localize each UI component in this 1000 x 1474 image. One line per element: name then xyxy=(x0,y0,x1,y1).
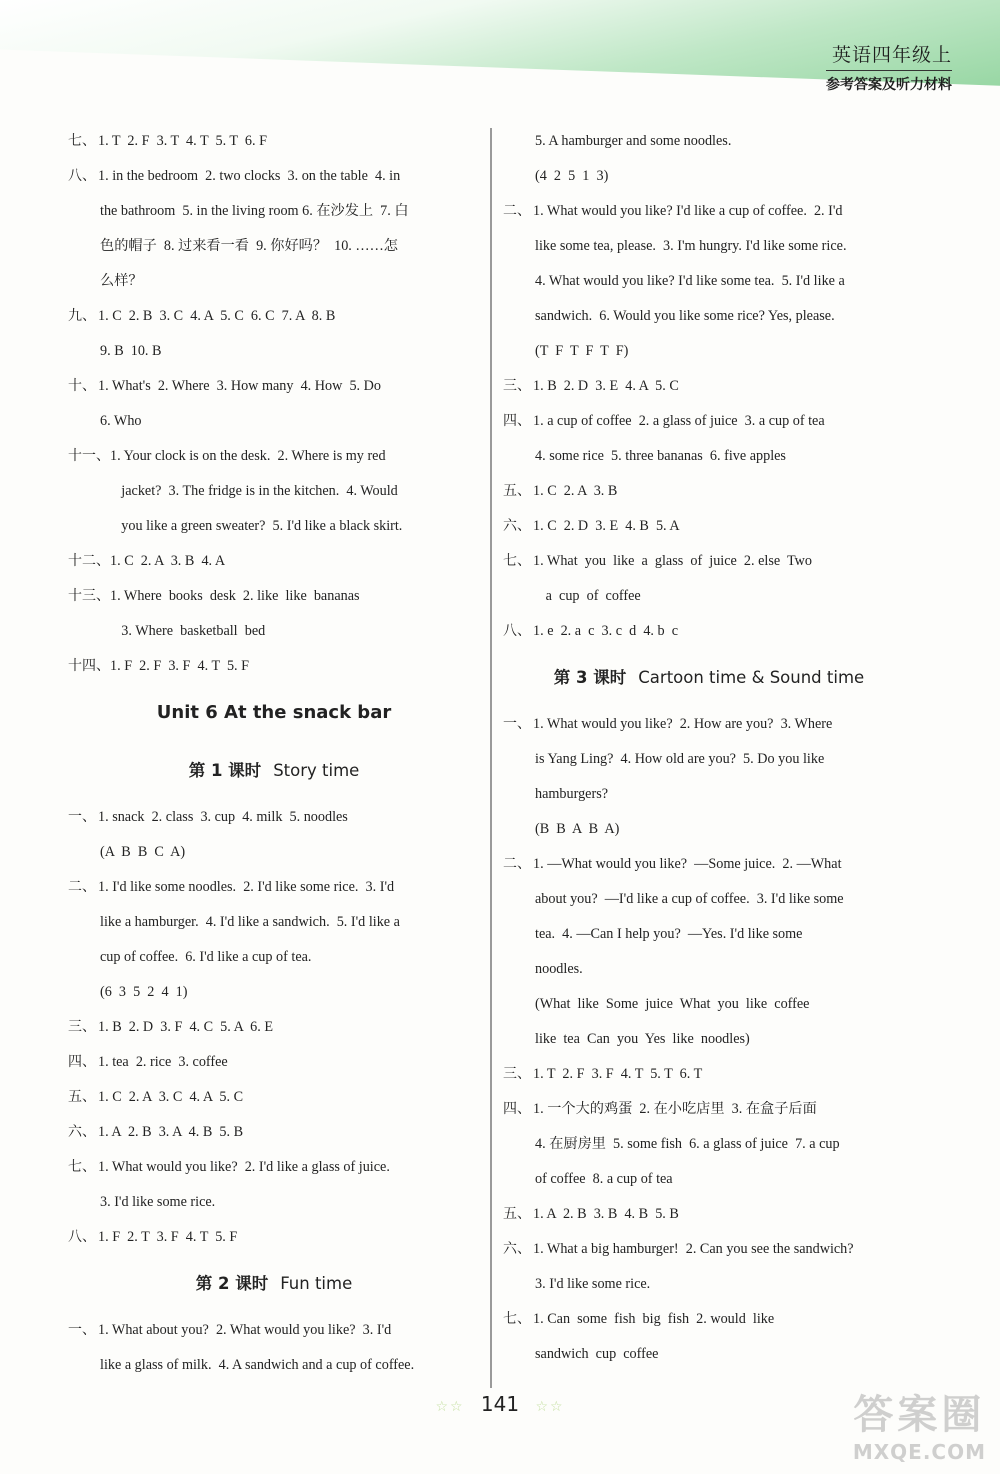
question-number: 十一、 xyxy=(68,448,110,464)
answer-line xyxy=(68,404,480,439)
answer-text: 色的帽子 8. 过来看一看 9. 你好吗？ 10. ……怎 xyxy=(100,238,398,254)
answer-line xyxy=(68,229,480,264)
answer-line xyxy=(68,1220,480,1255)
answer-line xyxy=(503,812,915,847)
answer-text: 1. snack 2. class 3. cup 4. milk 5. noodles xyxy=(98,809,348,825)
answer-text: 1. What would you like? 2. I'd like a glass of juice. xyxy=(98,1159,390,1175)
answer-text: (6 3 5 2 4 1) xyxy=(100,984,188,1000)
answer-line xyxy=(503,917,915,952)
answer-text: noodles. xyxy=(535,961,583,977)
answer-text: of coffee 8. a cup of tea xyxy=(535,1171,673,1187)
answer-text: sandwich. 6. Would you like some rice? Yes, please. xyxy=(535,308,835,324)
answer-line xyxy=(68,905,480,940)
answer-line xyxy=(68,474,480,509)
question-number: 六、 xyxy=(68,1124,96,1140)
page-footer xyxy=(0,1392,1000,1416)
answer-text: 么样？ xyxy=(100,273,143,289)
answer-line xyxy=(503,194,915,229)
answer-line xyxy=(68,1045,480,1080)
answer-line xyxy=(503,229,915,264)
answer-text: 1. tea 2. rice 3. coffee xyxy=(98,1054,228,1070)
question-number: 十二、 xyxy=(68,553,110,569)
answer-text: (T F T F T F) xyxy=(535,343,629,359)
answer-line xyxy=(68,870,480,905)
answer-line xyxy=(503,707,915,742)
question-number: 二、 xyxy=(503,856,531,872)
question-number: 四、 xyxy=(503,1101,531,1117)
watermark-logo-text: 答案圈 xyxy=(853,1392,986,1438)
answer-text: 1. —What would you like? —Some juice. 2. —What xyxy=(533,856,842,872)
lesson-title: Cartoon time & Sound time xyxy=(638,668,865,687)
answer-line xyxy=(503,742,915,777)
answer-line xyxy=(503,334,915,369)
answer-line xyxy=(68,1348,480,1383)
question-number: 三、 xyxy=(68,1019,96,1035)
answer-line xyxy=(503,1302,915,1337)
answer-line xyxy=(68,1313,480,1348)
answer-text: 1. Where books desk 2. like like bananas xyxy=(110,588,360,604)
lesson-heading xyxy=(68,1255,480,1313)
answer-text: 1. C 2. A 3. B 4. A xyxy=(110,553,226,569)
right-column xyxy=(503,124,915,1372)
answer-line xyxy=(503,369,915,404)
question-number: 二、 xyxy=(68,879,96,895)
answer-line xyxy=(68,614,480,649)
lesson-heading xyxy=(503,649,915,707)
answer-text: 1. C 2. B 3. C 4. A 5. C 6. C 7. A 8. B xyxy=(98,308,336,324)
answer-text: 1. T 2. F 3. F 4. T 5. T 6. T xyxy=(533,1066,703,1082)
answer-text: (4 2 5 1 3) xyxy=(535,168,609,184)
answer-line xyxy=(68,1150,480,1185)
answer-line xyxy=(503,404,915,439)
answer-text: 3. Where basketball bed xyxy=(100,623,266,639)
answer-line xyxy=(503,1092,915,1127)
watermark-url: MXQE.COM xyxy=(852,1440,986,1464)
question-number: 三、 xyxy=(503,1066,531,1082)
answer-line xyxy=(503,159,915,194)
answer-text: like tea Can you Yes like noodles) xyxy=(535,1031,750,1047)
answer-text: 1. B 2. D 3. E 4. A 5. C xyxy=(533,378,679,394)
answer-text: 1. What's 2. Where 3. How many 4. How 5. Do xyxy=(98,378,381,394)
answer-line xyxy=(68,369,480,404)
answer-line xyxy=(68,1010,480,1045)
answer-line xyxy=(503,1267,915,1302)
question-number: 九、 xyxy=(68,308,96,324)
answer-text: is Yang Ling? 4. How old are you? 5. Do you like xyxy=(535,751,825,767)
answer-line xyxy=(68,439,480,474)
answer-text: 1. What you like a glass of juice 2. else Two xyxy=(533,553,813,569)
answer-line xyxy=(68,264,480,299)
answer-text: 3. I'd like some rice. xyxy=(535,1276,651,1292)
answer-text: cup of coffee. 6. I'd like a cup of tea. xyxy=(100,949,312,965)
question-number: 六、 xyxy=(503,518,531,534)
answer-text: 9. B 10. B xyxy=(100,343,162,359)
question-number: 七、 xyxy=(503,553,531,569)
answer-line xyxy=(503,1162,915,1197)
answer-line xyxy=(68,1115,480,1150)
question-number: 六、 xyxy=(503,1241,531,1257)
lesson-number: 第 3 课时 xyxy=(553,668,627,687)
answer-line xyxy=(68,159,480,194)
answer-text: 1. C 2. D 3. E 4. B 5. A xyxy=(533,518,680,534)
answer-text: 6. Who xyxy=(100,413,142,429)
answer-line xyxy=(68,334,480,369)
answer-text: 3. I'd like some rice. xyxy=(100,1194,216,1210)
answer-line xyxy=(503,299,915,334)
page-header xyxy=(826,40,952,94)
star-icon: ☆☆ xyxy=(535,1399,565,1415)
answer-line xyxy=(503,847,915,882)
answer-text: 1. A 2. B 3. A 4. B 5. B xyxy=(98,1124,244,1140)
answer-text: 4. What would you like? I'd like some tea. 5. I'd like a xyxy=(535,273,845,289)
answer-text: 1. I'd like some noodles. 2. I'd like some rice. 3. I'd xyxy=(98,879,395,895)
question-number: 七、 xyxy=(68,133,96,149)
question-number: 十三、 xyxy=(68,588,110,604)
answer-text: you like a green sweater? 5. I'd like a black skirt. xyxy=(100,518,403,534)
answer-line xyxy=(68,124,480,159)
answer-text: like a glass of milk. 4. A sandwich and a cup of coffee. xyxy=(100,1357,415,1373)
lesson-heading xyxy=(68,742,480,800)
answer-line xyxy=(68,975,480,1010)
answer-line xyxy=(68,509,480,544)
lesson-number: 第 1 课时 xyxy=(188,761,262,780)
answer-text: like a hamburger. 4. I'd like a sandwich. 5. I'd like a xyxy=(100,914,400,930)
answer-text: (B B A B A) xyxy=(535,821,620,837)
answer-text: 1. F 2. T 3. F 4. T 5. F xyxy=(98,1229,238,1245)
answer-line xyxy=(503,124,915,159)
question-number: 八、 xyxy=(503,623,531,639)
answer-line xyxy=(503,439,915,474)
answer-line xyxy=(503,882,915,917)
answer-line xyxy=(68,1185,480,1220)
question-number: 五、 xyxy=(503,1206,531,1222)
answer-line xyxy=(503,987,915,1022)
answer-text: (A B B C A) xyxy=(100,844,186,860)
answer-text: 1. T 2. F 3. T 4. T 5. T 6. F xyxy=(98,133,267,149)
answer-line xyxy=(503,614,915,649)
answer-text: 1. a cup of coffee 2. a glass of juice 3. a cup of tea xyxy=(533,413,825,429)
answer-line xyxy=(503,1022,915,1057)
question-number: 四、 xyxy=(503,413,531,429)
answer-line xyxy=(503,264,915,299)
answer-text: 1. Can some fish big fish 2. would like xyxy=(533,1311,775,1327)
answer-line xyxy=(503,1337,915,1372)
column-divider xyxy=(490,128,492,1388)
answer-line xyxy=(68,800,480,835)
answer-text: sandwich cup coffee xyxy=(535,1346,659,1362)
answer-line xyxy=(68,940,480,975)
answer-line xyxy=(503,474,915,509)
answer-line xyxy=(68,194,480,229)
answer-text: 1. Your clock is on the desk. 2. Where is my red xyxy=(110,448,386,464)
answer-text: a cup of coffee xyxy=(535,588,641,604)
question-number: 四、 xyxy=(68,1054,96,1070)
question-number: 三、 xyxy=(503,378,531,394)
answer-line xyxy=(503,777,915,812)
answer-text: 1. B 2. D 3. F 4. C 5. A 6. E xyxy=(98,1019,274,1035)
answer-line xyxy=(503,544,915,579)
book-title: 英语四年级上 xyxy=(826,40,952,71)
answer-line xyxy=(68,835,480,870)
answer-text: like some tea, please. 3. I'm hungry. I'd like some rice. xyxy=(535,238,847,254)
answer-line xyxy=(68,649,480,684)
question-number: 八、 xyxy=(68,168,96,184)
question-number: 一、 xyxy=(68,1322,96,1338)
book-subtitle: 参考答案及听力材料 xyxy=(826,77,952,93)
answer-line xyxy=(503,509,915,544)
unit-heading: Unit 6 At the snack bar xyxy=(156,702,392,723)
answer-line xyxy=(503,1197,915,1232)
answer-text: 4. 在厨房里 5. some fish 6. a glass of juice 7. a cup xyxy=(535,1136,840,1152)
question-number: 十、 xyxy=(68,378,96,394)
page-number: 141 xyxy=(480,1392,520,1416)
answer-text: 1. What would you like? 2. How are you? 3. Where xyxy=(533,716,833,732)
answer-text: 1. e 2. a c 3. c d 4. b c xyxy=(533,623,678,639)
answer-line xyxy=(68,579,480,614)
question-number: 一、 xyxy=(503,716,531,732)
question-number: 七、 xyxy=(503,1311,531,1327)
question-number: 七、 xyxy=(68,1159,96,1175)
question-number: 一、 xyxy=(68,809,96,825)
answer-text: hamburgers? xyxy=(535,786,609,802)
answer-line xyxy=(68,544,480,579)
answer-text: 1. in the bedroom 2. two clocks 3. on the table 4. in xyxy=(98,168,401,184)
answer-line xyxy=(503,1127,915,1162)
question-number: 二、 xyxy=(503,203,531,219)
answer-text: 1. A 2. B 3. B 4. B 5. B xyxy=(533,1206,679,1222)
lesson-title: Story time xyxy=(273,761,360,780)
answer-text: 1. C 2. A 3. C 4. A 5. C xyxy=(98,1089,244,1105)
lesson-title: Fun time xyxy=(280,1274,353,1293)
answer-text: 5. A hamburger and some noodles. xyxy=(535,133,732,149)
answer-text: 1. 一个大的鸡蛋 2. 在小吃店里 3. 在盒子后面 xyxy=(533,1101,817,1117)
answer-line xyxy=(68,299,480,334)
answer-text: 1. What would you like? I'd like a cup of coffee. 2. I'd xyxy=(533,203,843,219)
question-number: 五、 xyxy=(68,1089,96,1105)
answer-text: 1. F 2. F 3. F 4. T 5. F xyxy=(110,658,250,674)
answer-text: (What like Some juice What you like coffee xyxy=(535,996,810,1012)
answer-line xyxy=(503,952,915,987)
watermark xyxy=(853,1383,986,1464)
answer-text: 1. C 2. A 3. B xyxy=(533,483,618,499)
left-column xyxy=(68,124,480,1383)
answer-text: 1. What a big hamburger! 2. Can you see the sandwich? xyxy=(533,1241,854,1257)
answer-text: jacket? 3. The fridge is in the kitchen. 4. Would xyxy=(100,483,398,499)
answer-line xyxy=(68,1080,480,1115)
answer-text: 1. What about you? 2. What would you like? 3. I'd xyxy=(98,1322,392,1338)
lesson-number: 第 2 课时 xyxy=(195,1274,269,1293)
question-number: 八、 xyxy=(68,1229,96,1245)
question-number: 十四、 xyxy=(68,658,110,674)
question-number: 五、 xyxy=(503,483,531,499)
answer-line xyxy=(503,1232,915,1267)
star-icon: ☆☆ xyxy=(435,1399,465,1415)
answer-text: the bathroom 5. in the living room 6. 在沙发上 7. 白 xyxy=(100,203,409,219)
answer-text: about you? —I'd like a cup of coffee. 3. I'd like some xyxy=(535,891,844,907)
answer-line xyxy=(503,579,915,614)
answer-text: tea. 4. —Can I help you? —Yes. I'd like some xyxy=(535,926,803,942)
answer-line xyxy=(503,1057,915,1092)
answer-text: 4. some rice 5. three bananas 6. five apples xyxy=(535,448,786,464)
